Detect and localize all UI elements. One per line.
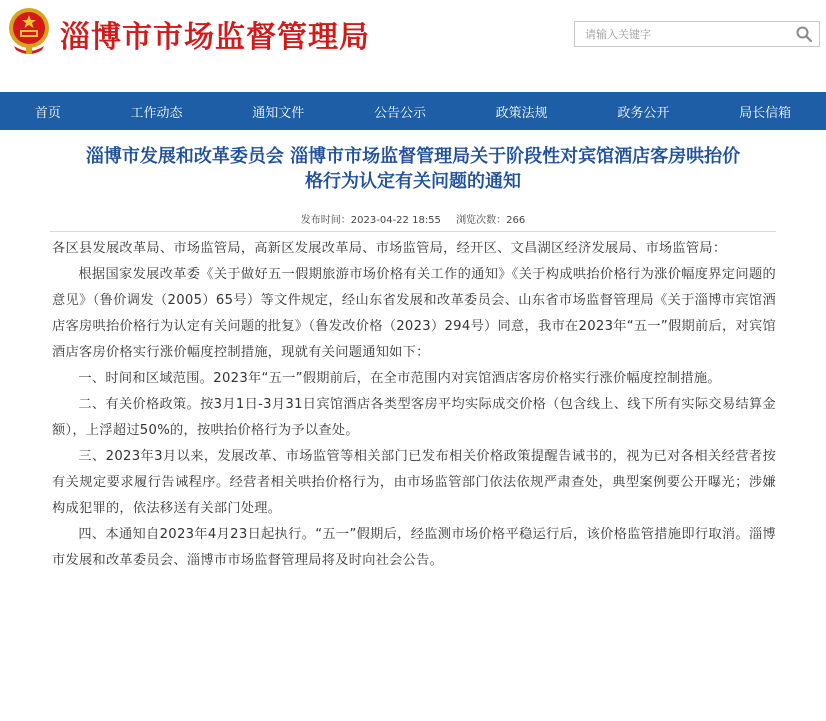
paragraph-item-3: 三、2023年3月以来，发展改革、市场监管等相关部门已发布相关价格政策提醒告诫书的，视为已对各相关经营者按有关规定要求履行告诫程序。经营者相关哄抬价格行为，由市场监管部门依法依规严肃查处，典型案例要公开曝光；涉嫌构成犯罪的，依法移送有关部门处理。 (52, 449, 776, 516)
site-title: 淄博市市场监督管理局 (60, 20, 370, 55)
article-title (30, 144, 796, 194)
view-count: 浏览次数：266 (456, 215, 526, 226)
main-nav (0, 92, 826, 130)
site-header (0, 0, 826, 92)
paragraph-item-4: 四、本通知自2023年4月23日起执行。“五一”假期后，经监测市场价格平稳运行后，该价格监管措施即行取消。淄博市发展和改革委员会、淄博市市场监督管理局将及时向社会公告。 (52, 527, 776, 568)
search-input[interactable] (575, 22, 795, 46)
article-title-line-2: 格行为认定有关问题的通知 (305, 171, 521, 192)
nav-item-notices[interactable]: 通知文件 (252, 105, 305, 121)
nav-item-work-news[interactable]: 工作动态 (130, 105, 183, 121)
paragraph-item-2: 二、有关价格政策。按3月1日-3月31日宾馆酒店各类型客房平均实际成交价格（包含线上、线下所有实际交易结算金额），上浮超过50%的，按哄抬价格行为予以查处。 (52, 397, 776, 438)
paragraph-item-1: 一、时间和区域范围。2023年“五一”假期前后，在全市范围内对宾馆酒店客房价格实行涨价幅度控制措施。 (78, 371, 721, 386)
publish-time: 发布时间：2023-04-22 18:55 (300, 215, 441, 226)
national-emblem-icon (6, 6, 52, 56)
paragraph-recipients: 各区县发展改革局、市场监管局，高新区发展改革局、市场监管局，经开区、文昌湖区经济发展局、市场监管局： (52, 241, 727, 256)
article-meta (50, 211, 776, 226)
nav-item-director-mailbox[interactable]: 局长信箱 (739, 105, 792, 121)
paragraph-intro: 根据国家发展改革委《关于做好五一假期旅游市场价格有关工作的通知》《关于构成哄抬价格行为涨价幅度界定问题的意见》（鲁价调发（2005）65号）等文件规定，经山东省发展和改革委员会、山东省市场监督管理局《关于淄博市宾馆酒店客房哄抬价格行为认定有关问题的批复》（鲁发改价格（2023）294号）同意，我市在2023年“五一”假期前后，对宾馆酒店客房价格实行涨价幅度控制措施，现就有关问题通知如下： (52, 267, 776, 360)
nav-item-policies[interactable]: 政策法规 (495, 105, 548, 121)
search-icon[interactable] (795, 25, 813, 43)
article-title-line-1: 淄博市发展和改革委员会 淄博市市场监督管理局关于阶段性对宾馆酒店客房哄抬价 (85, 146, 741, 167)
divider (50, 231, 776, 232)
search-box (574, 21, 820, 47)
article-body (52, 236, 776, 574)
nav-item-announcements[interactable]: 公告公示 (373, 105, 426, 121)
nav-item-gov-affairs[interactable]: 政务公开 (617, 105, 670, 121)
nav-item-home[interactable]: 首页 (34, 105, 61, 121)
